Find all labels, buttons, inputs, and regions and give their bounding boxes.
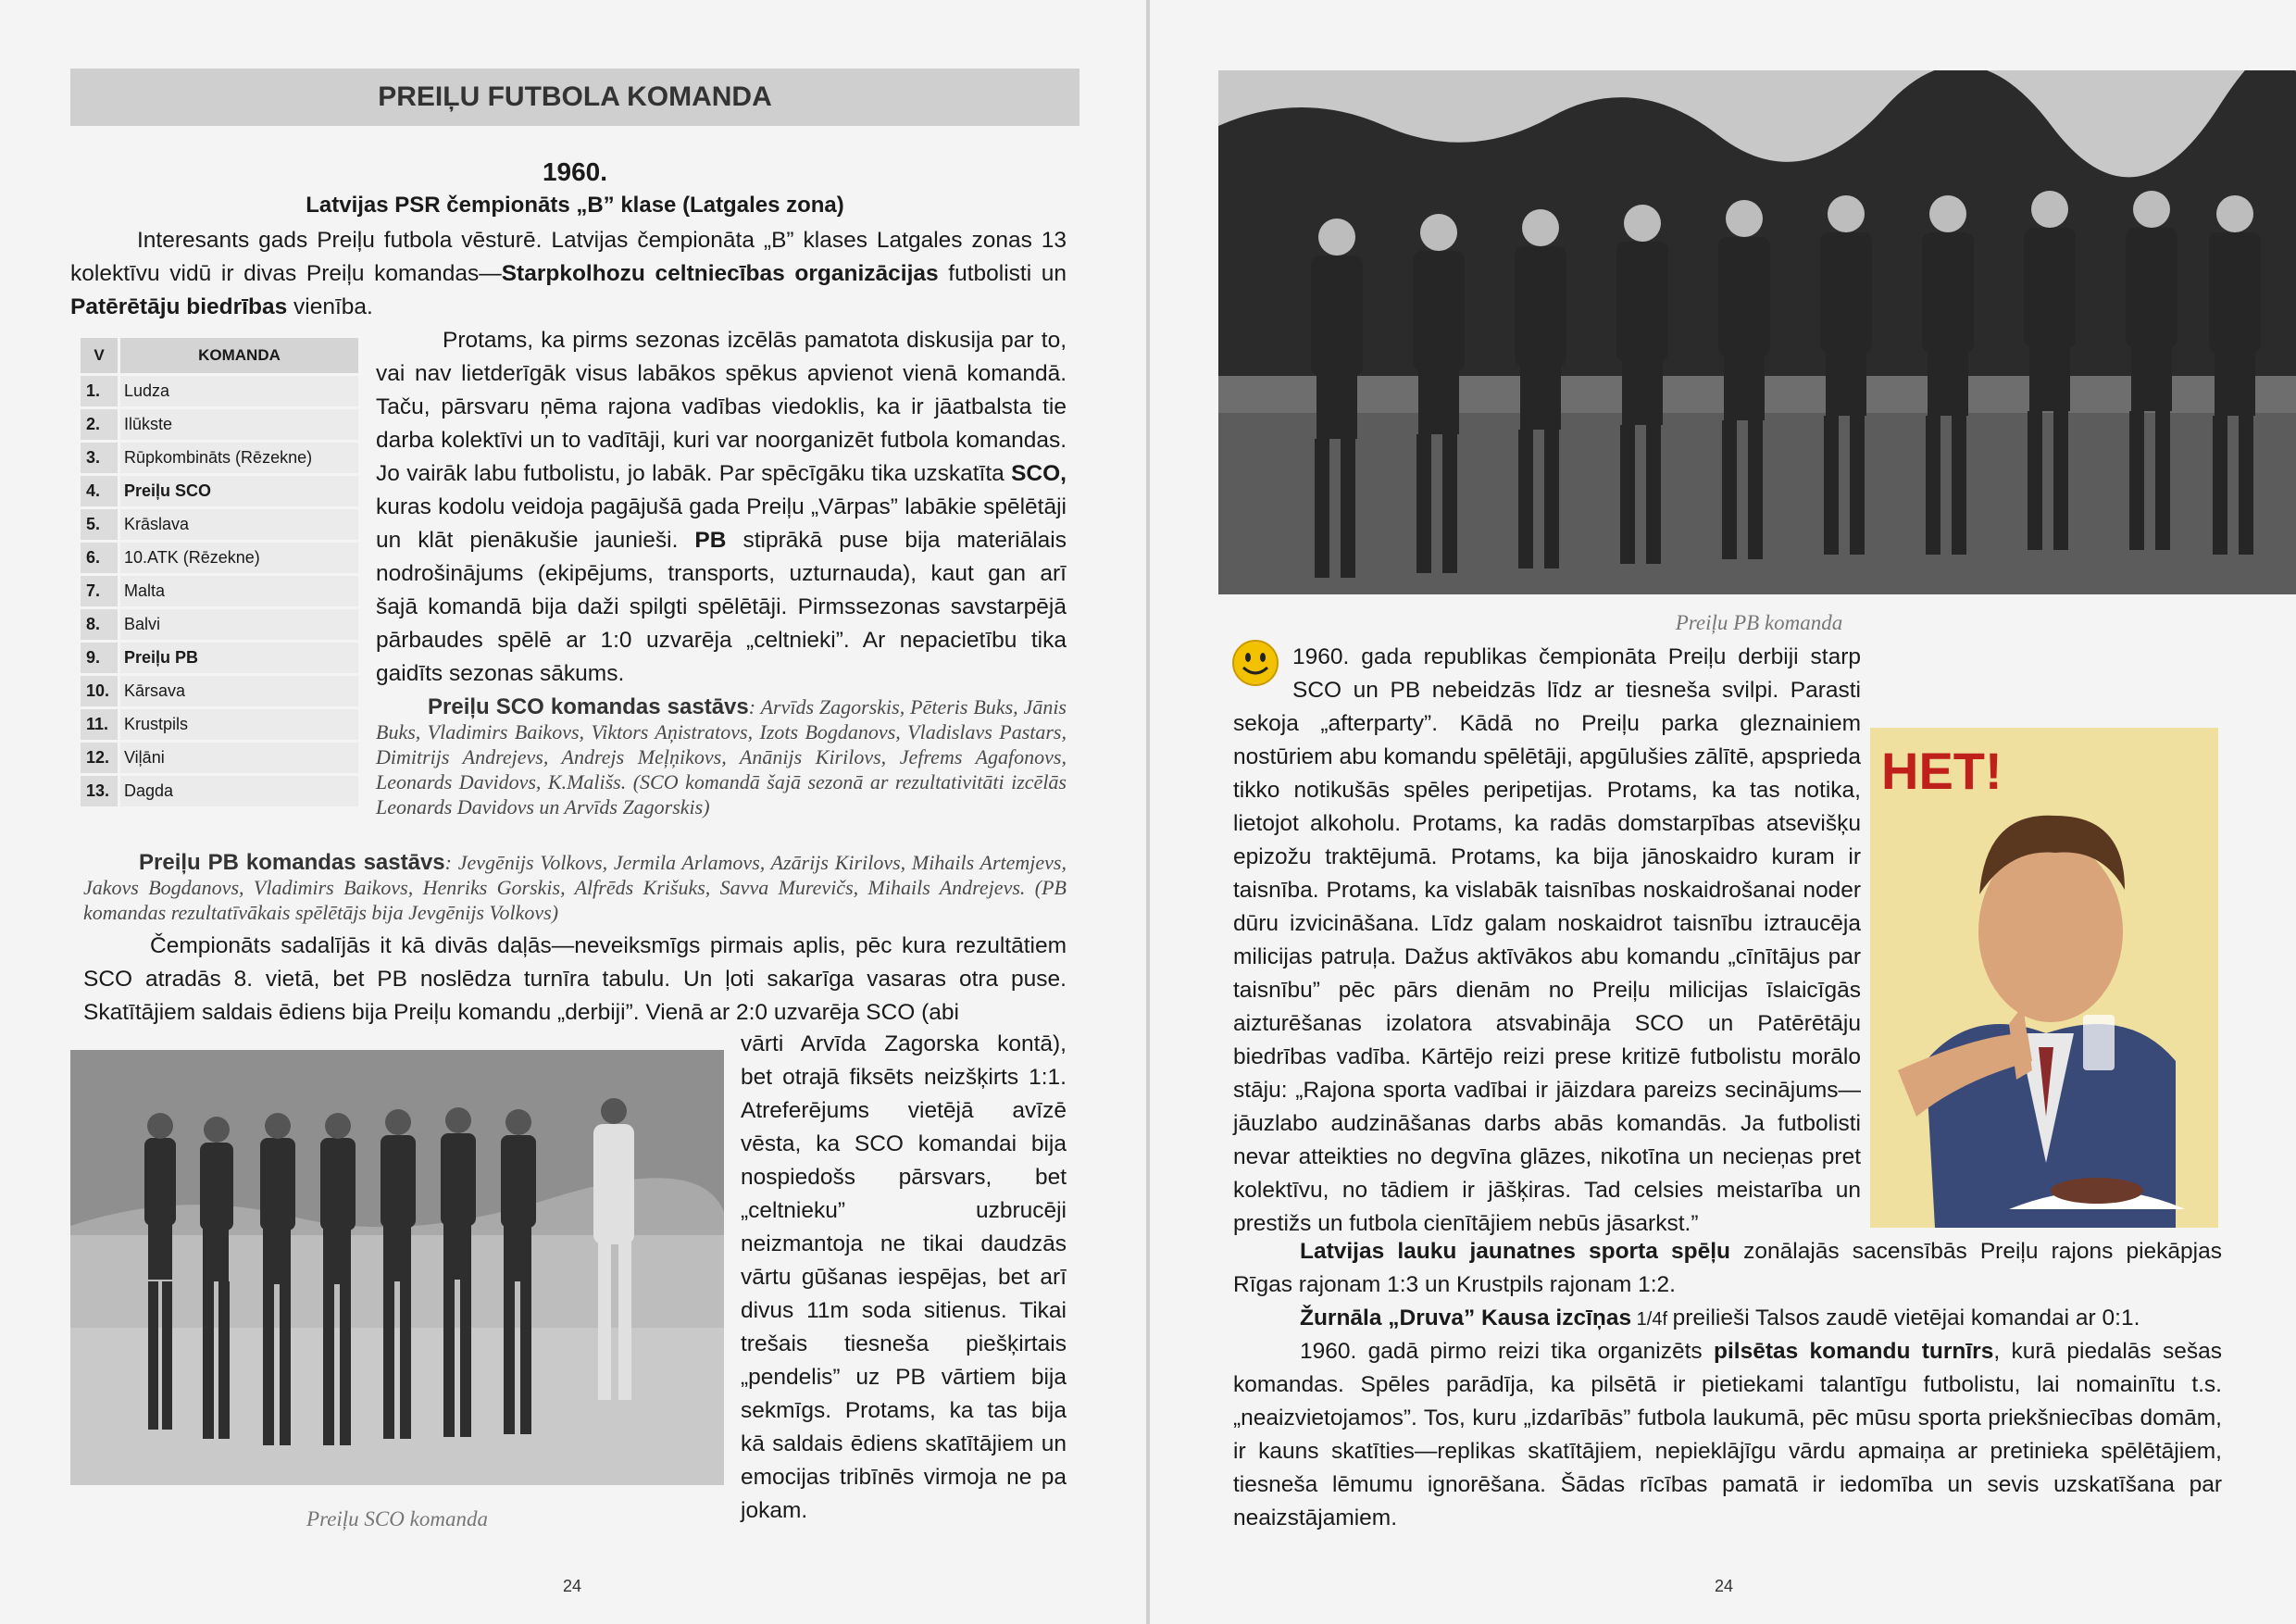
- sco-roster: Preiļu SCO komandas sastāvs: Arvīds Zagorskis, Pēteris Buks, Jānis Buks, Vladimirs Baikovs, Viktors Aņistratovs, Izots Bogdanovs, Vladislavs Pastars, Dimitrijs Andrejevs, Andrejs Meļņikovs, Anānijs Kirilovs, Jefrems Agafonovs, Leonards Davidovs, K.Mališs. (SCO komandā šajā sezonā ar rezultativitāti izcēlās Leonards Davidovs un Arvīds Zagorskis): [376, 694, 1067, 818]
- header-position: V: [80, 337, 119, 375]
- pre-season-paragraph: Protams, ka pirms sezonas izcēlās pamatota diskusija par to, vai nav lietderīgāk visus labākos spēkus apvienot vienā komandā. Taču, pārsvaru ņēma rajona vadības viedoklis, ka ir jāatbalsta tie darba kolektīvi un to vadītāji, kuri var noorganizēt futbola komandas. Jo vairāk labu futbolistu, jo labāk. Par spēcīgāku tika uzskatīta SCO, kuras kodolu veidoja pagājušā gada Preiļu „Vārpas” labākie spēlētāji un klāt pienākušie jaunieši. PB stiprākā puse bija materiālais nodrošinājums (ekipējums, transports, uzturnauda), kaut gan arī šajā komandā bija daži spilgti spēlētāji. Pirmssezonas savstarpējā pārbaudes spēlē ar 1:0 uzvarēja „celtnieki”. Ar nepacietību tika gaidīts sezonas sākums.: [376, 328, 1067, 686]
- table-row: 3. Rūpkombināts (Rēzekne): [80, 442, 360, 475]
- left-page: [0, 0, 1146, 1624]
- derby-paragraph: vārti Arvīda Zagorska kontā), bet otrajā fiksēts neizšķirts 1:1. Atreferējums vietējā avīzē vēsta, ka SCO komandai bija nospiedošs pārsvars, bet „celtnieku” uzbrucēji neizmantoja ne tikai daudzās vārtu gūšanas iespējas, bet arī divus 11m soda sitienus. Tikai trešais tiesneša piešķirtais „pendelis” uz PB vārtiem bija sekmīgs. Protams, ka tas bija kā saldais ēdiens skatītājiem un emocijas tribīnēs virmoja ne pa jokam.: [741, 1031, 1067, 1523]
- championship-paragraph: Čempionāts sadalījās it kā divās daļās—neveiksmīgs pirmais aplis, pēc kura rezultātiem SCO atradās 8. vietā, bet PB noslēdza turnīra tabulu. Un ļoti sakarīga vasaras otra puse. Skatītājiem saldais ēdiens bija Preiļu komandu „derbiji”. Vienā ar 2:0 uzvarēja SCO (abi: [83, 933, 1067, 1025]
- sco-team-photo: [70, 1050, 724, 1485]
- druva-cup-paragraph: Žurnāla „Druva” Kausa izcīņas 1/4f preilieši Talsos zaudē vietējai komandai ar 0:1.: [1300, 1305, 2140, 1330]
- table-header: [80, 337, 360, 375]
- table-row: 8. Balvi: [80, 608, 360, 642]
- table-row: 5. Krāslava: [80, 508, 360, 542]
- page-number-right: 24: [1715, 1577, 1734, 1595]
- intro-paragraph: Interesants gads Preiļu futbola vēsturē. Latvijas čempionāta „B” klases Latgales zonas 13 kolektīvu vidū ir divas Preiļu komandas—Starpkolhozu celtniecības organizācijas futbolisti un Patērētāju biedrības vienība.: [70, 228, 1067, 319]
- table-row: 7. Malta: [80, 575, 360, 608]
- city-tournament-paragraph: 1960. gadā pirmo reizi tika organizēts pilsētas komandu turnīrs, kurā piedalās sešas komandas. Spēles parādīja, ka pilsētā ir pietiekami talantīgu futbolistu, lai nomainītu t.s. „neaizvietojamos”. Tos, kuru „izdarībās” futbola laukumā, pēc mūsu sporta priekšniecības domām, ir kauns skatīties—replikas skatītājiem, nepieklājīgu vārdu apmaiņa ar pretinieka spēlētājiem, tiesneša lēmumu ignorēšana. Šādas rīcības pamatā ir iedomība un sevis uzskatīšana par neaizstājamiem.: [1233, 1339, 2222, 1530]
- right-page: [1150, 0, 2296, 1624]
- page-number-left: 24: [563, 1577, 582, 1595]
- league-table: [78, 335, 361, 809]
- table-row: 10. Kārsava: [80, 675, 360, 708]
- afterparty-paragraph: 1960. gada republikas čempionāta Preiļu derbiji starp SCO un PB nebeidzās līdz ar tiesneša svilpi. Parasti sekoja „afterparty”. Kādā no Preiļu parka gleznainiem nostūriem abu komandu spēlētāji, apgūlušies zālītē, apsprieda tikko notikušās spēles peripetijas. Protams, ka tas notika, lietojot alkoholu. Protams, ka radās domstarpības atsevišķu epizožu traktējumā. Protams, ka bija jānoskaidro kuram ir taisnība. Protams, ka vislabāk taisnības noskaidrošanai noder dūru izvicināšana. Līdz galam noskaidrot taisnību iztraucēja milicijas patruļa. Dažus aktīvākos abu komandu „cīnītājus par taisnību” pēc pārs dienām no Preiļu milicijas īslaicīgās aizturēšanas izolatora atsvabināja SCO un Patērētāju biedrības vadība. Kārtējo reizi prese kritizē futbolistu morālo stāju: „Rajona sporta vadībai ir jāizdara pareizs secinājums—jāuzlabo audzināšanas darbs abās komandās. Ja futbolisti nevar atteikties no degvīna glāzes, nikotīna un necieņas pret kolektīvu, no tādiem ir jāšķiras. Tad celsies meistarība un prestižs un futbola cienītājiem nebūs jāsarkst.”: [1233, 644, 1861, 1236]
- table-row: 1. Ludza: [80, 375, 360, 408]
- table-row: 2. Ilūkste: [80, 408, 360, 442]
- pb-team-photo: [1218, 70, 2296, 594]
- sco-photo-caption: Preiļu SCO komanda: [306, 1507, 488, 1530]
- table-row: 13. Dagda: [80, 775, 360, 808]
- poster-slogan: НЕТ!: [1881, 742, 2003, 800]
- table-row: 12. Viļāni: [80, 742, 360, 775]
- chapter-banner: PREIĻU FUTBOLA KOMANDA: [70, 69, 1079, 126]
- pb-photo-caption: Preiļu PB komanda: [1675, 611, 1843, 634]
- table-row: 11. Krustpils: [80, 708, 360, 742]
- section-subtitle: Latvijas PSR čempionāts „B” klase (Latgales zona): [306, 193, 844, 218]
- year-heading: 1960.: [542, 157, 608, 186]
- header-team: KOMANDA: [119, 337, 360, 375]
- table-row: 6. 10.ATK (Rēzekne): [80, 542, 360, 575]
- rural-games-paragraph: Latvijas lauku jaunatnes sporta spēļu zonālajās sacensībās Preiļu rajons piekāpjas Rīgas rajonam 1:3 un Krustpils rajonam 1:2.: [1233, 1239, 2222, 1297]
- pb-roster: Preiļu PB komandas sastāvs: Jevgēnijs Volkovs, Jermila Arlamovs, Azārijs Kirilovs, Mihails Artemjevs, Jakovs Bogdanovs, Vladimirs Baikovs, Henriks Gorskis, Alfrēds Krišuks, Savva Murevičs, Mihails Andrejevs. (PB komandas rezultatīvākais spēlētājs bija Jevgēnijs Volkovs): [83, 850, 1067, 924]
- table-row: 9. Preiļu PB: [80, 642, 360, 675]
- table-row: 4. Preiļu SCO: [80, 475, 360, 508]
